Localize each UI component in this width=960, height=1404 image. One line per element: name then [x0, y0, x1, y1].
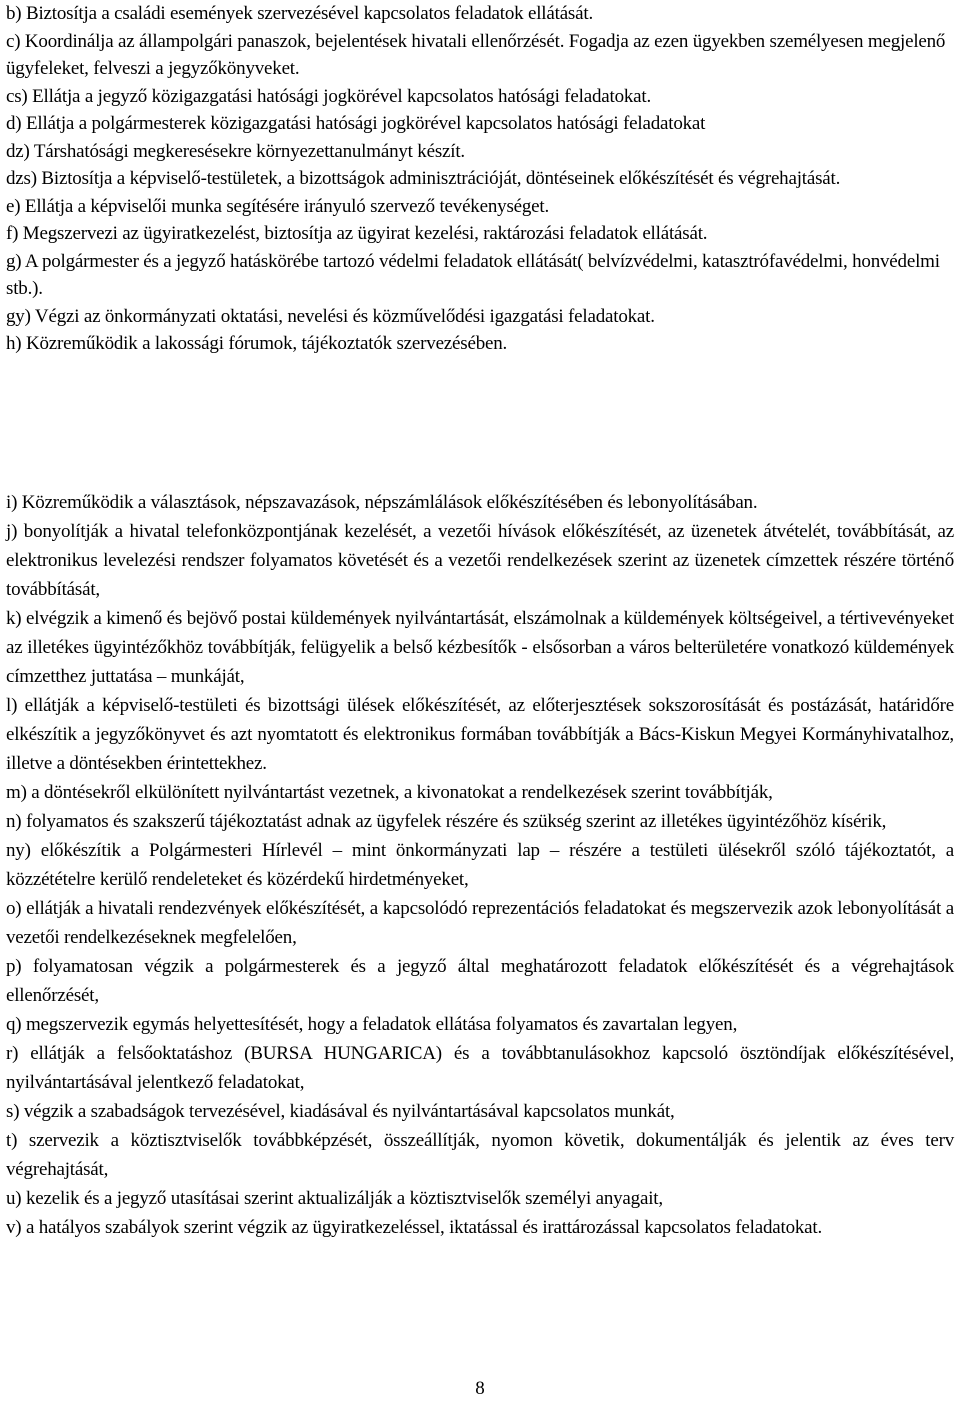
task-paragraph-p: p) folyamatosan végzik a polgármesterek és a jegyző által meghatározott feladatok előkészítését és a végrehajtások ellenőrzését,: [6, 956, 954, 1006]
task-paragraph-h: h) Közreműködik a lakossági fórumok, tájékoztatók szervezésében.: [6, 333, 508, 354]
task-paragraph-ny: ny) előkészítik a Polgármesteri Hírlevél – mint önkormányzati lap – részére a testületi ülésekről szóló tájékoztatót, a közzétételre kerülő rendeleteket és közérdekű hirdetményeket,: [6, 840, 954, 890]
task-paragraph-e: e) Ellátja a képviselői munka segítésére irányuló szervező tevékenységet.: [6, 195, 550, 217]
task-paragraph-d: d) Ellátja a polgármesterek közigazgatási hatósági jogkörével kapcsolatos hatósági feladatokat: [6, 113, 706, 134]
task-paragraph-dzs: dzs) Biztosítja a képviselő-testületek, a bizottságok adminisztrációját, döntéseinek előkészítését és végrehajtását.: [6, 168, 841, 189]
task-paragraph-cs: cs) Ellátja a jegyző közigazgatási hatósági jogkörével kapcsolatos hatósági feladatokat.: [6, 85, 652, 107]
task-paragraph-m: m) a döntésekről elkülönített nyilvántartást vezetnek, a kivonatokat a rendelkezések szerint továbbítják,: [6, 782, 773, 803]
page-number: 8: [475, 1378, 485, 1399]
task-paragraph-l: l) ellátják a képviselő-testületi és bizottsági ülések előkészítését, az előterjesztések sokszorosítását és postázását, határidőre elkészítik a jegyzőkönyvet és azt nyomtatott és elektronikus formában továbbítják a Bács-Kiskun Megyei Kormányhivatalhoz, illetve a döntésekben érintettekhez.: [6, 695, 954, 774]
task-list-justified: [6, 488, 954, 1242]
task-paragraph-i: i) Közreműködik a választások, népszavazások, népszámlálások előkészítésében és lebonyolításában.: [6, 492, 758, 513]
task-paragraph-b: b) Biztosítja a családi események szervezésével kapcsolatos feladatok ellátását.: [6, 3, 593, 24]
task-paragraph-q: q) megszervezik egymás helyettesítését, hogy a feladatok ellátása folyamatos és zavartalan legyen,: [6, 1014, 738, 1035]
task-paragraph-o: o) ellátják a hivatali rendezvények előkészítését, a kapcsolódó reprezentációs feladatokat és megszervezik azok lebonyolítását a vezetői rendelkezéseknek megfelelően,: [6, 898, 954, 948]
task-paragraph-s: s) végzik a szabadságok tervezésével, kiadásával és nyilvántartásával kapcsolatos munkát,: [6, 1101, 675, 1122]
task-paragraph-k: k) elvégzik a kimenő és bejövő postai küldemények nyilvántartását, elszámolnak a küldemények költségeivel, a tértivevényeket az illetékes ügyintézőkhöz továbbítják, felügyelik a belső kézbesítők - elsősorban a város belterületére vonatkozó küldemények címzetthez juttatása – munkáját,: [6, 608, 954, 687]
task-paragraph-gy: gy) Végzi az önkormányzati oktatási, nevelési és közművelődési igazgatási feladatokat.: [6, 305, 655, 327]
task-paragraph-t: t) szervezik a köztisztviselők továbbképzését, összeállítják, nyomon követik, dokumentálják és jelentik az éves terv végrehajtását,: [6, 1130, 954, 1180]
task-paragraph-v: v) a hatályos szabályok szerint végzik az ügyiratkezeléssel, iktatással és irattározással kapcsolatos feladatokat.: [6, 1217, 823, 1238]
task-paragraph-n: n) folyamatos és szakszerű tájékoztatást adnak az ügyfelek részére és szükség szerint az illetékes ügyintézőhöz kísérik,: [6, 811, 887, 832]
task-list-compact: [6, 0, 954, 358]
task-paragraph-c: c) Koordinálja az állampolgári panaszok, bejelentések hivatali ellenőrzését. Fogadja az ezen ügyekben személyesen megjelenő ügyfeleket, felveszi a jegyzőkönyveket.: [6, 30, 946, 79]
task-paragraph-r: r) ellátják a felsőoktatáshoz (BURSA HUNGARICA) és a továbbtanulásokhoz kapcsoló ösztöndíjak előkészítésével, nyilvántartásával jelentkező feladatokat,: [6, 1043, 954, 1093]
task-paragraph-g: g) A polgármester és a jegyző hatáskörébe tartozó védelmi feladatok ellátását( belvízvédelmi, katasztrófavédelmi, honvédelmi stb.).: [6, 250, 940, 299]
task-paragraph-dz: dz) Társhatósági megkeresésekre környezettanulmányt készít.: [6, 140, 465, 162]
task-paragraph-f: f) Megszervezi az ügyiratkezelést, biztosítja az ügyirat kezelési, raktározási feladatok ellátását.: [6, 223, 708, 244]
task-paragraph-u: u) kezelik és a jegyző utasításai szerint aktualizálják a köztisztviselők személyi anyagait,: [6, 1188, 663, 1209]
task-paragraph-j: j) bonyolítják a hivatal telefonközpontjának kezelését, a vezetői hívások előkészítését, az üzenetek átvételét, továbbítását, az elektronikus levelezési rendszer folyamatos követését és a vezetői rendelkezések szerint az üzenetek címzettek részére történő továbbítását,: [6, 521, 954, 600]
